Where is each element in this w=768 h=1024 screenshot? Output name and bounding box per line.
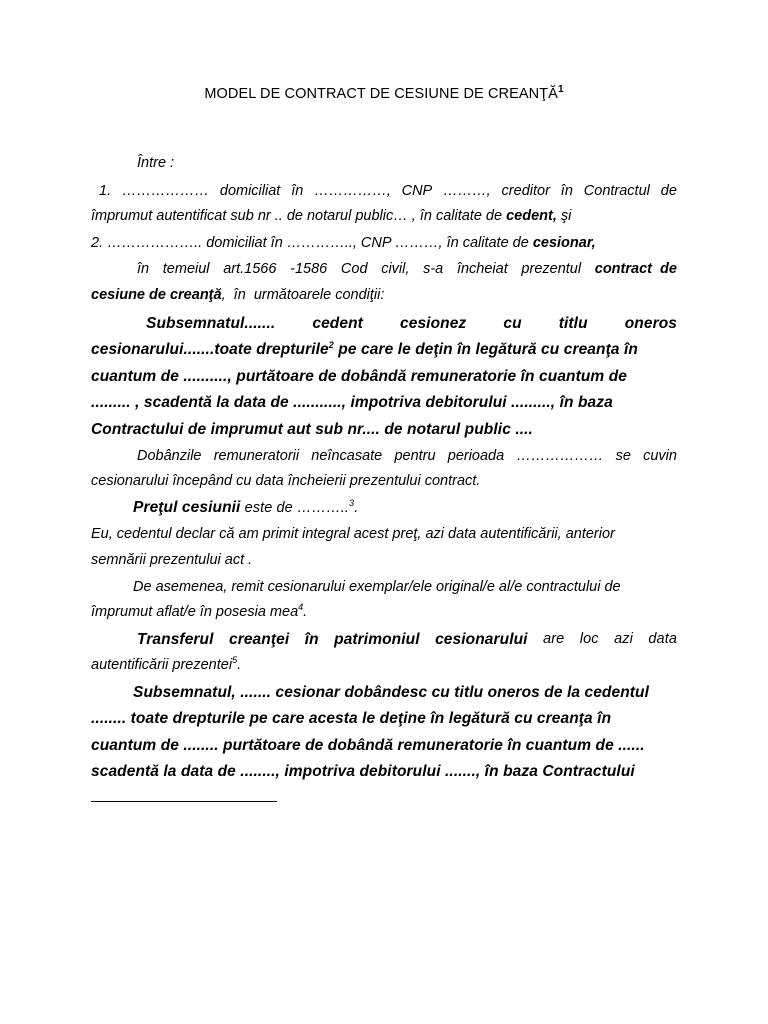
contract-type-bold: contract de <box>594 261 677 277</box>
cesionar-label: cesionar, <box>532 235 596 251</box>
word: ……………, <box>314 183 391 199</box>
word: în <box>137 261 150 277</box>
word: Subsemnatul....... <box>146 315 276 332</box>
word: azi <box>614 631 633 647</box>
word: data <box>648 631 677 647</box>
word: cesionarului <box>435 631 528 648</box>
word: Contractul <box>583 183 650 199</box>
cesionar-clause-line-4: scadentă la data de ........, impotriva debitorului ......., în baza Contractului <box>91 763 635 780</box>
word: Cod <box>340 261 368 277</box>
declaration-line-2: semnării prezentului act . <box>91 552 253 568</box>
transfer-line-2 <box>91 657 677 673</box>
word: are <box>543 631 565 647</box>
document-title <box>0 86 768 102</box>
word: încheiat <box>456 261 508 277</box>
word: în <box>291 183 304 199</box>
punctuation: . <box>303 604 308 620</box>
interest-line-1 <box>137 448 677 464</box>
word: -1586 <box>290 261 328 277</box>
punctuation: . <box>237 657 242 673</box>
word: 1. <box>99 183 112 199</box>
cedent-clause-line-3: cuantum de .........., purtătoare de dobândă remuneratorie în cuantum de <box>91 368 628 385</box>
contract-type-bold-2: cesiune de creanţă <box>91 287 222 303</box>
word: CNP <box>401 183 433 199</box>
word: ………, <box>443 183 491 199</box>
legal-basis-line-2 <box>91 287 677 303</box>
party-2-line <box>91 235 677 251</box>
word: de <box>660 183 677 199</box>
clause-text: cesionarului.......toate drepturile <box>91 341 329 358</box>
word: oneros <box>624 315 677 332</box>
party-1-text: împrumut autentificat sub nr .. de notarul public… , în calitate de <box>91 208 507 224</box>
word: civil, <box>381 261 410 277</box>
title-text: MODEL DE CONTRACT DE CESIUNE DE CREANŢĂ <box>204 86 558 102</box>
title-footnote-mark: 1 <box>557 84 564 96</box>
party-1-line-2 <box>91 208 677 224</box>
legal-basis-line-1 <box>137 261 677 277</box>
clause-text: pe care le deţin în legătură cu creanţa în <box>333 341 638 358</box>
footnote-separator <box>91 801 277 802</box>
word: neîncasate <box>311 448 383 464</box>
word: temeiul <box>162 261 210 277</box>
word: ……………… <box>516 448 604 464</box>
declaration-line-1: Eu, cedentul declar că am primit integral acest preţ, azi data autentificării, anterior <box>91 526 615 542</box>
legal-basis-rest: , în următoarele condiţii: <box>221 287 385 303</box>
party-1-conjunction: şi <box>556 208 572 224</box>
word: cu <box>503 315 522 332</box>
word: cedent <box>312 315 363 332</box>
remit-text: împrumut aflat/e în posesia mea <box>91 604 299 620</box>
party-1-line-1 <box>99 183 677 199</box>
word: art.1566 <box>223 261 277 277</box>
footnote-mark: 2 <box>328 339 334 350</box>
price-line <box>133 499 719 517</box>
transfer-line-1 <box>137 631 677 649</box>
cedent-label: cedent, <box>506 208 557 224</box>
word: Dobânzile <box>137 448 202 464</box>
word: creditor <box>501 183 550 199</box>
word: în <box>560 183 573 199</box>
word: loc <box>579 631 599 647</box>
word: titlu <box>558 315 588 332</box>
cedent-clause-line-5: Contractului de imprumut aut sub nr.... de notarul public .... <box>91 421 533 438</box>
remit-line-2 <box>91 604 677 620</box>
cesionar-clause-line-1: Subsemnatul, ....... cesionar dobândesc cu titlu oneros de la cedentul <box>133 684 650 701</box>
word: se <box>615 448 631 464</box>
word: cesionez <box>400 315 467 332</box>
footnote-mark: 5 <box>232 655 238 666</box>
remit-line-1: De asemenea, remit cesionarului exemplar/ele original/e al/e contractului de <box>133 579 621 595</box>
cedent-clause-line-1 <box>146 315 677 333</box>
word: creanţei <box>228 631 290 648</box>
word: s-a <box>423 261 444 277</box>
word: perioada <box>447 448 505 464</box>
footnote-mark: 4 <box>298 602 304 613</box>
cedent-clause-line-4: ......... , scadentă la data de ..........., impotriva debitorului ........., în baza <box>91 394 613 411</box>
word: ……………… <box>121 183 209 199</box>
cesionar-clause-line-2: ........ toate drepturile pe care acesta le deţine în legătură cu creanţa în <box>91 710 612 727</box>
party-2-text: 2. ……………….. domiciliat în ………….., CNP ………, în calitate de <box>91 235 533 251</box>
footnote-mark: 3 <box>349 497 355 508</box>
cedent-clause-line-2 <box>91 341 677 359</box>
price-text: este de ……….. <box>240 500 350 516</box>
word: prezentul <box>521 261 582 277</box>
word: domiciliat <box>219 183 281 199</box>
word: cuvin <box>643 448 677 464</box>
price-label: Preţul cesiunii <box>133 499 241 516</box>
word: Transferul <box>137 631 214 648</box>
word: pentru <box>394 448 436 464</box>
punctuation: . <box>354 499 359 516</box>
cesionar-clause-line-3: cuantum de ........ purtătoare de dobândă remuneratorie în cuantum de ...... <box>91 737 645 754</box>
interest-line-2: cesionarului începând cu data încheierii prezentului contract. <box>91 473 481 489</box>
word: în <box>304 631 319 648</box>
word: patrimoniul <box>334 631 420 648</box>
word: remuneratorii <box>213 448 300 464</box>
transfer-text: autentificării prezentei <box>91 657 233 673</box>
intro-text: Între : <box>137 155 175 171</box>
